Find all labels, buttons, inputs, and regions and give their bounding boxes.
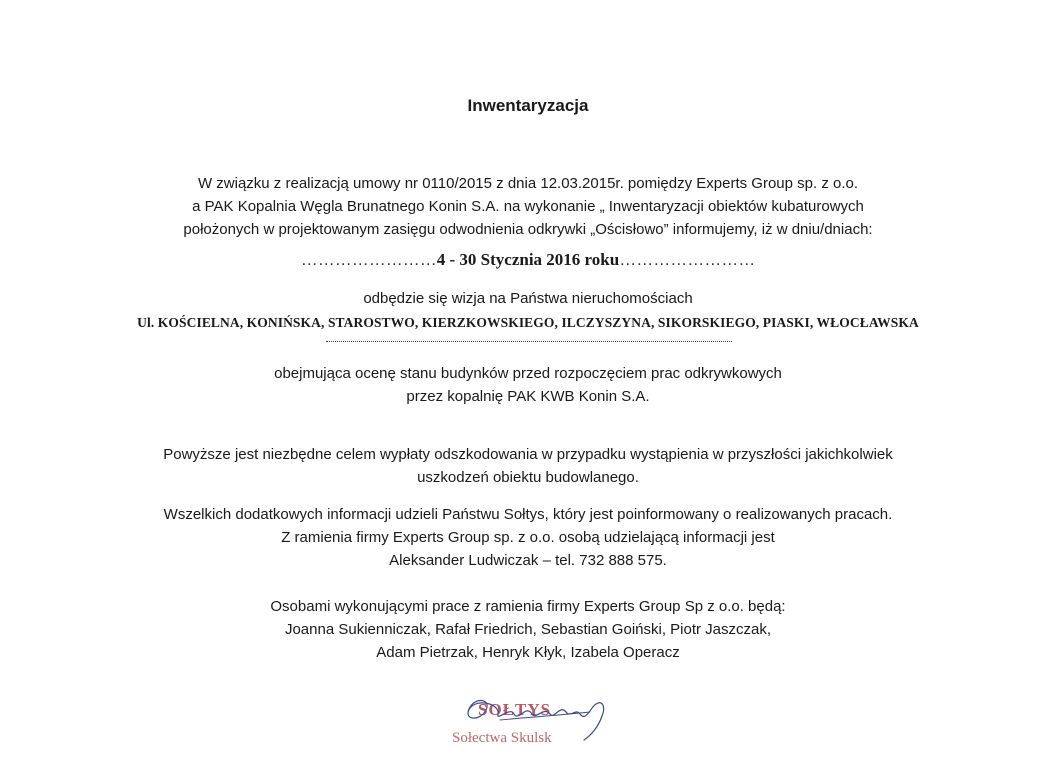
intro-line-1: W związku z realizacją umowy nr 0110/2015 z dnia 12.03.2015r. pomiędzy Experts Group sp. z o.o.: [197, 175, 859, 192]
intro-line-2: a PAK Kopalnia Węgla Brunatnego Konin S.A. na wykonanie „ Inwentaryzacji obiektów kubaturowych: [192, 198, 864, 215]
team-line-1: Osobami wykonującymi prace z ramienia firmy Experts Group Sp z o.o. będą:: [270, 598, 786, 615]
contact-line-2: Z ramienia firmy Experts Group sp. z o.o. osobą udzielającą informacji jest: [281, 529, 775, 546]
date-value: 4 - 30 Stycznia 2016 roku: [436, 250, 620, 269]
team-line-2: Joanna Sukienniczak, Rafał Friedrich, Sebastian Goiński, Piotr Jaszczak,: [284, 621, 772, 638]
stamp-title: SOŁTYS: [478, 700, 552, 719]
scope-line-2: przez kopalnię PAK KWB Konin S.A.: [406, 388, 650, 405]
contact-line-1: Wszelkich dodatkowych informacji udzieli Państwu Sołtys, który jest poinformowany o realizowanych pracach.: [163, 506, 893, 523]
team-line-3: Adam Pietrzak, Henryk Kłyk, Izabela Operacz: [376, 644, 680, 661]
date-line: [0, 250, 1056, 270]
dotted-rule: [326, 341, 732, 342]
purpose-line-2: uszkodzeń obiektu budowlanego.: [417, 469, 639, 486]
scope-line-1: obejmująca ocenę stanu budynków przed rozpoczęciem prac odkrywkowych: [274, 365, 782, 382]
soltys-stamp: [440, 690, 640, 760]
signature-icon: [440, 690, 640, 750]
date-dots-left: ……………………: [300, 250, 437, 269]
contact-line-3: Aleksander Ludwiczak – tel. 732 888 575.: [389, 552, 667, 569]
document-title: Inwentaryzacja: [467, 96, 589, 115]
street-list: Ul. KOŚCIELNA, KONIŃSKA, STAROSTWO, KIERZKOWSKIEGO, ILCZYSZYNA, SIKORSKIEGO, PIASKI, WŁOCŁAWSKA: [137, 315, 919, 330]
date-dots-right: ……………………: [619, 250, 756, 269]
purpose-line-1: Powyższe jest niezbędne celem wypłaty odszkodowania w przypadku wystąpienia w przyszłości jakichkolwiek: [163, 446, 893, 463]
stamp-subtitle: Sołectwa Skulsk: [452, 730, 552, 746]
visit-line: odbędzie się wizja na Państwa nieruchomościach: [363, 290, 693, 307]
intro-line-3: położonych w projektowanym zasięgu odwodnienia odkrywki „Ościsłowo” informujemy, iż w dniu/dniach:: [183, 221, 873, 238]
